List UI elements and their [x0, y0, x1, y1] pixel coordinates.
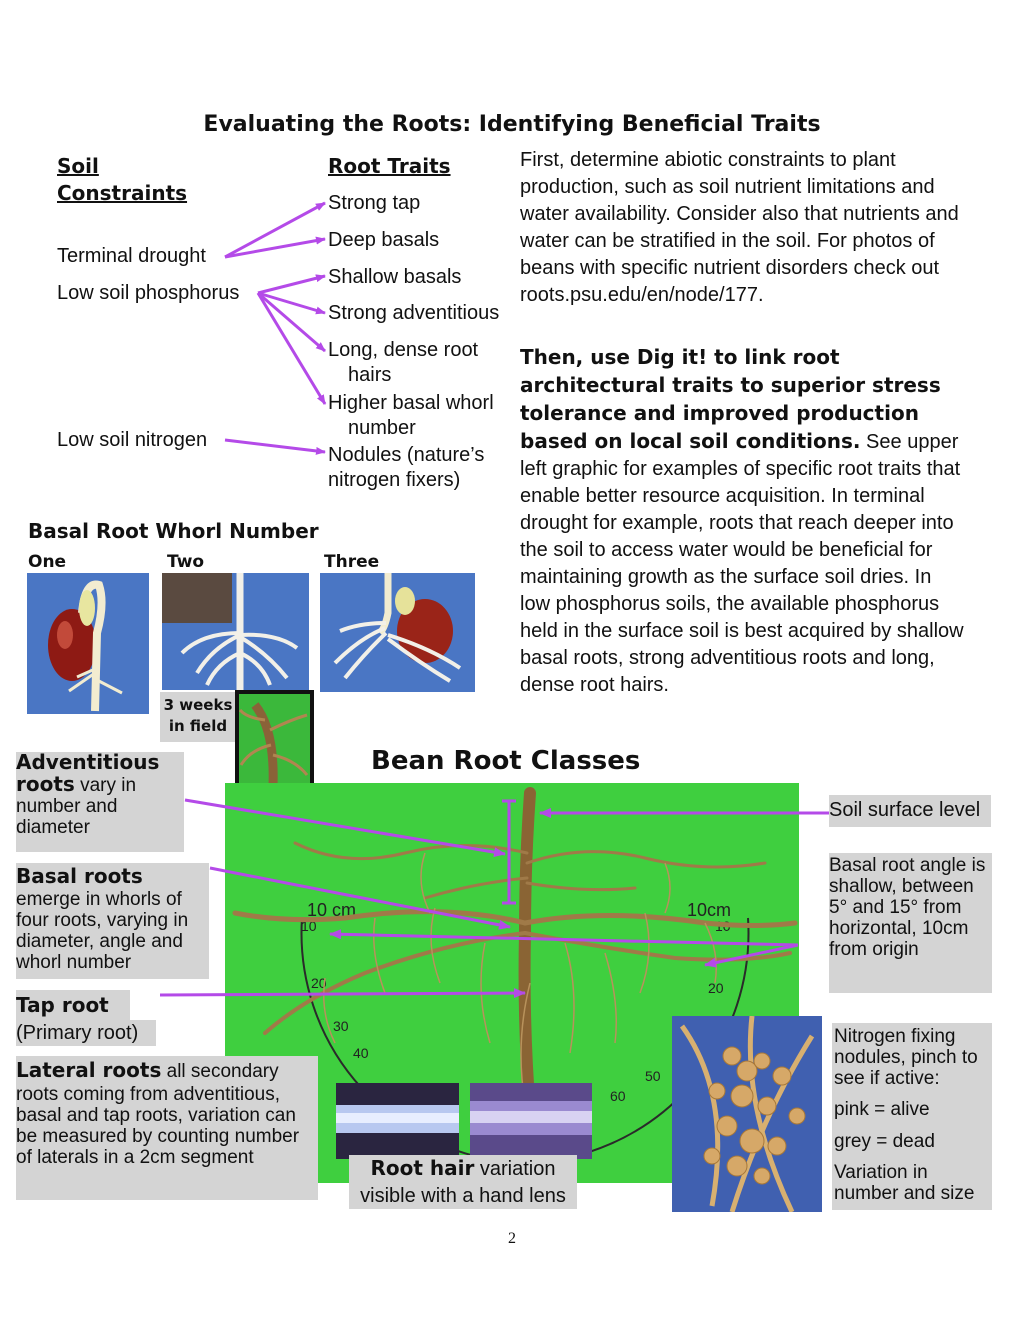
trait-long-dense-line2: hairs: [348, 364, 392, 386]
angle-tick-left-30: 30: [333, 1018, 349, 1034]
dig-it-body-text: See upper left graphic for examples of specific root traits that enable better resource acquisition. In terminal drought for example, roots that reach deeper into the soil to access water would be beneficial for maintaining growth as the surface soil dries. In low phosphorus soils, the available phosphorus held in the surface soil is best acquired by shallow basal roots, strong adventitious roots and long, dense root hairs.: [520, 431, 964, 696]
trait-shallow-basals: Shallow basals: [328, 266, 462, 288]
whorl-one-photo: [27, 573, 149, 714]
angle-tick-left-10: 10: [301, 918, 317, 934]
soil-constraints-header-line1: Soil: [57, 154, 99, 178]
trait-deep-basals: Deep basals: [328, 229, 440, 251]
page-number: 2: [508, 1230, 516, 1247]
whorl-label-two: Two: [167, 552, 205, 572]
soil-constraints-header-line2: Constraints: [57, 181, 188, 205]
constraint-low-phosphorus: Low soil phosphorus: [57, 282, 240, 304]
root-hair-label: [349, 1155, 577, 1209]
angle-tick-right-60: 60: [610, 1088, 626, 1104]
lateral-text: all secondary roots coming from adventitious, basal and tap roots, variation can be measured by counting number of laterals in a 2cm segment: [16, 1061, 300, 1168]
constraint-terminal-drought: Terminal drought: [57, 245, 206, 267]
field-label-line1: 3 weeks: [163, 696, 233, 714]
field-label-line2: in field: [168, 717, 228, 735]
basal-bold: Basal roots: [16, 864, 143, 888]
tap-root-subtitle: (Primary root): [16, 1020, 156, 1046]
trait-nodules-line2: nitrogen fixers): [328, 469, 461, 491]
trait-strong-adventitious: Strong adventitious: [328, 302, 500, 324]
angle-tick-right-20: 20: [708, 980, 724, 996]
trait-long-dense-line1: Long, dense root: [328, 339, 479, 361]
basal-angle-text: Basal root angle is shallow, between 5° and 15° from horizontal, 10cm from origin: [829, 855, 986, 960]
nodules-grey: grey = dead: [834, 1131, 935, 1152]
soil-surface-box: Soil surface level: [829, 795, 991, 827]
angle-tick-left-40: 40: [353, 1045, 369, 1061]
field-photo-label: [160, 692, 236, 742]
nodules-pink: pink = alive: [834, 1099, 930, 1120]
angle-tick-left-20: 20: [311, 975, 327, 991]
root-hair-text: variation: [474, 1158, 556, 1180]
root-hair-photo-1: [336, 1083, 459, 1159]
tap-root-box: [16, 990, 130, 1020]
dig-it-paragraph: [520, 344, 965, 699]
scale-left: 10 cm: [307, 900, 357, 920]
scale-right: 10cm: [687, 900, 732, 920]
angle-tick-right-50: 50: [645, 1068, 661, 1084]
root-hair-photo-2: [470, 1083, 592, 1159]
root-hair-bold: Root hair: [370, 1156, 475, 1180]
whorl-three-photo: [320, 573, 475, 692]
constraint-low-nitrogen: Low soil nitrogen: [57, 429, 208, 451]
trait-nodules-line1: Nodules (nature’s: [328, 444, 485, 466]
nodules-text: Nitrogen fixing nodules, pinch to see if active:: [834, 1026, 978, 1089]
lateral-bold: Lateral roots: [16, 1058, 162, 1082]
adventitious-text: vary in number and diameter: [16, 775, 137, 838]
trait-higher-line2: number: [348, 417, 416, 439]
arrow-phosphorus-to-shallow-basals: [258, 276, 325, 293]
whorl-label-one: One: [28, 552, 67, 572]
nodules-variation: Variation in number and size: [834, 1162, 975, 1204]
bean-root-classes-title: Bean Root Classes: [371, 746, 641, 776]
nodules-box: [832, 1023, 992, 1210]
dig-it-bold-text: Then, use Dig it! to link root architectural traits to superior stress tolerance and improved production based on local soil conditions.: [520, 345, 941, 453]
whorl-two-photo: [162, 573, 309, 690]
lateral-roots-box: [16, 1056, 318, 1200]
basal-angle-box: [829, 853, 992, 993]
intro-paragraph: First, determine abiotic constraints to plant production, such as soil nutrient limitations and water availability. Consider also that nutrients and water can be stratified in the soil. For photos of beans with specific nutrient disorders check out roots.psu.edu/en/node/177.: [520, 149, 959, 306]
root-hair-line2: visible with a hand lens: [360, 1185, 566, 1207]
arrow-nitrogen-to-nodules: [225, 440, 325, 452]
whorl-title: Basal Root Whorl Number: [28, 519, 319, 543]
page-title: Evaluating the Roots: Identifying Beneficial Traits: [203, 112, 821, 137]
field-root-photo: [235, 690, 314, 792]
angle-tick-right-10: 10: [715, 918, 731, 934]
adventitious-roots-box: [16, 752, 184, 852]
trait-higher-line1: Higher basal whorl: [328, 392, 494, 414]
root-traits-header: Root Traits: [328, 154, 451, 178]
basal-roots-box: [16, 863, 209, 979]
trait-strong-tap: Strong tap: [328, 192, 421, 214]
tap-bold: Tap root: [16, 993, 109, 1017]
adventitious-bold: Adventitious roots: [16, 750, 160, 796]
whorl-label-three: Three: [324, 552, 380, 572]
nodule-photo: [672, 1016, 822, 1212]
root-hair-line1: [349, 1155, 577, 1183]
basal-text: emerge in whorls of four roots, varying in diameter, angle and whorl number: [16, 889, 189, 973]
